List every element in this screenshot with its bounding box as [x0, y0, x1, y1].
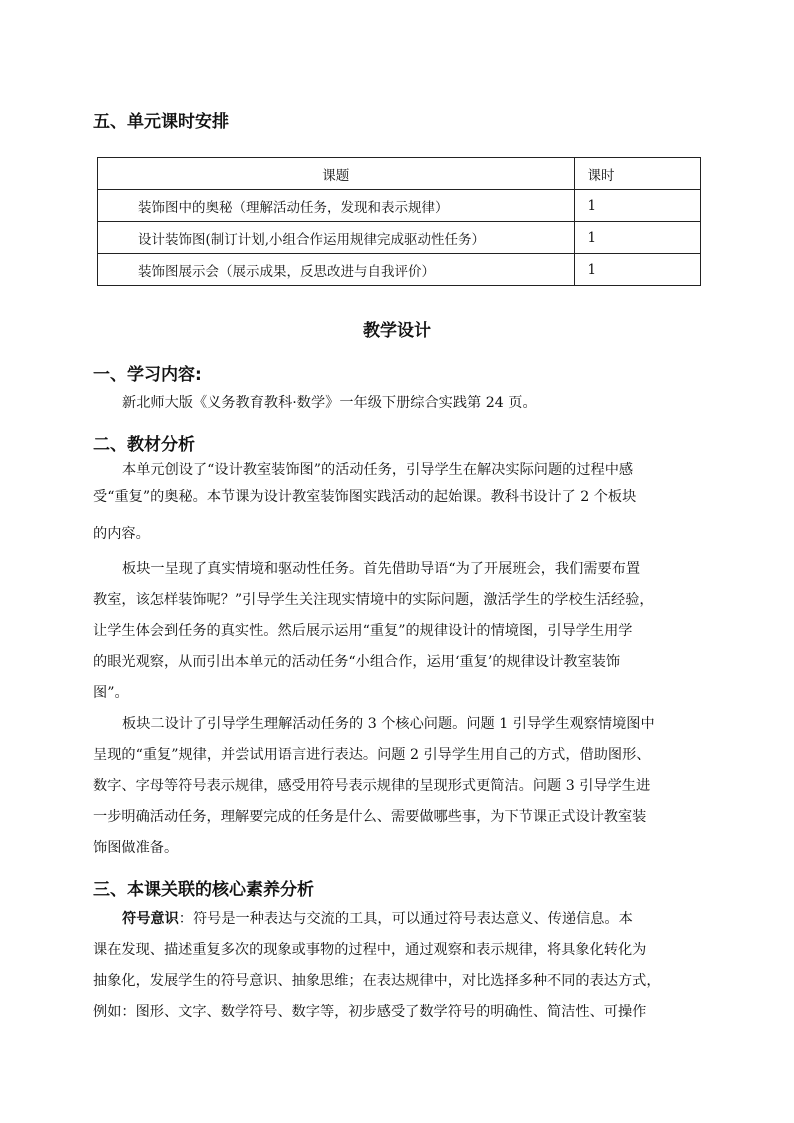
header-hours: 课时 — [574, 158, 700, 190]
paragraph-line: 图”。 — [93, 685, 129, 701]
table-header-row — [98, 158, 701, 190]
table-cell-topic: 装饰图展示会（展示成果，反思改进与自我评价） — [98, 254, 575, 286]
paragraph-line: 抽象化，发展学生的符号意识、抽象思维；在表达规律中，对比选择多种不同的表达方式， — [93, 973, 661, 989]
table-cell-hours: 1 — [574, 222, 700, 254]
table-row — [98, 190, 701, 222]
table-cell-hours: 1 — [574, 254, 700, 286]
paragraph-line: 的内容。 — [93, 526, 150, 542]
table-cell-topic: 设计装饰图(制订计划,小组合作运用规律完成驱动性任务） — [98, 222, 575, 254]
term-symbol-awareness: 符号意识 — [122, 911, 179, 927]
page-title: 教学设计 — [363, 321, 431, 341]
paragraph-line: 课在发现、描述重复多次的现象或事物的过程中，通过观察和表示规律，将具象化转化为 — [93, 942, 647, 958]
paragraph-line: 受“重复”的奥秘。本节课为设计教室装饰图实践活动的起始课。教科书设计了 2 个板块 — [93, 489, 637, 505]
paragraph-line: 饰图做准备。 — [93, 840, 179, 856]
paragraph-line: 数字、字母等符号表示规律，感受用符号表示规律的呈现形式更简洁。问题 3 引导学生进 — [93, 778, 651, 794]
paragraph-line: 板块二设计了引导学生理解活动任务的 3 个核心问题。问题 1 引导学生观察情境图中 — [122, 716, 655, 732]
table-row — [98, 222, 701, 254]
paragraph-line — [122, 906, 738, 933]
table-cell-topic: 装饰图中的奥秘（理解活动任务，发现和表示规律） — [98, 190, 575, 222]
paragraph-line: 新北师大版《义务教育教科·数学》一年级下册综合实践第 24 页。 — [122, 395, 537, 411]
paragraph-line: 让学生体会到任务的真实性。然后展示运用“重复”的规律设计的情境图，引导学生用学 — [93, 623, 633, 639]
paragraph-line: 例如：图形、文字、数学符号、数字等，初步感受了数学符号的明确性、简洁性、可操作 — [93, 1004, 647, 1020]
paragraph-line: 本单元创设了“设计教室装饰图”的活动任务，引导学生在解决实际问题的过程中感 — [122, 462, 634, 478]
paragraph-line: 教室，该怎样装饰呢？”引导学生关注现实情境中的实际问题，激活学生的学校生活经验， — [93, 592, 654, 608]
section-heading-schedule: 五、单元课时安排 — [93, 112, 229, 132]
section-heading-core-literacy: 三、本课关联的核心素养分析 — [93, 880, 314, 900]
paragraph-line: 的眼光观察，从而引出本单元的活动任务“小组合作，运用‘重复’的规律设计教室装饰 — [93, 654, 621, 670]
paragraph-text: ：符号是一种表达与交流的工具，可以通过符号表达意义、传递信息。本 — [178, 911, 633, 927]
section-heading-content: 一、学习内容: — [93, 365, 202, 385]
table-row — [98, 254, 701, 286]
section-heading-analysis: 二、教材分析 — [93, 435, 195, 455]
paragraph-line: 板块一呈现了真实情境和驱动性任务。首先借助导语“为了开展班会，我们需要布置 — [122, 561, 641, 577]
paragraph-line: 一步明确活动任务，理解要完成的任务是什么、需要做哪些事，为下节课正式设计教室装 — [93, 809, 647, 825]
header-topic: 课题 — [98, 158, 575, 190]
paragraph-line: 呈现的“重复”规律，并尝试用语言进行表达。问题 2 引导学生用自己的方式，借助图形、 — [93, 747, 651, 763]
lesson-schedule-table — [97, 157, 701, 286]
table-cell-hours: 1 — [574, 190, 700, 222]
